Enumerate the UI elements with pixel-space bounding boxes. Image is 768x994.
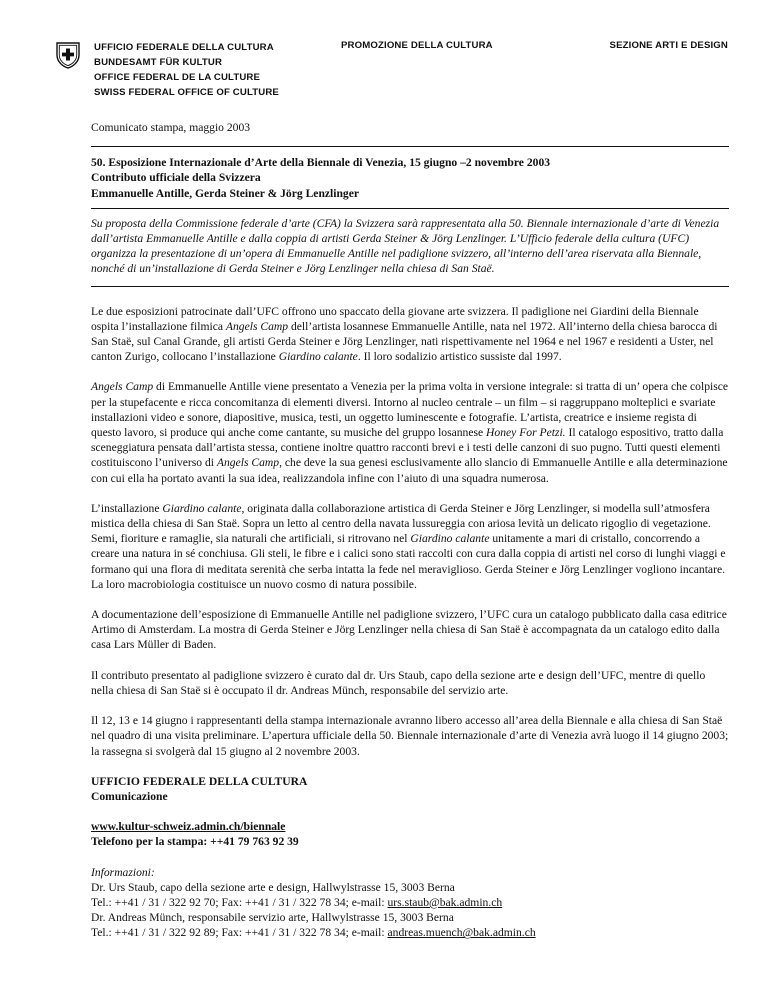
text-run: di Emmanuelle Antille viene presentato a Venezia per la prima volta in versione integrale: si tratta di un’ opera che colpisce per la stupefacente e ricca concomitanza di elementi diversi. Intorno al nucleo centrale – un film – si raggruppano molteplici e svariate installazioni video e sonore, diapositive, musica, testi, un oggetto luminescente e fotografie. L’artista, creatrice e insieme regista di questo lavoro, si produce qui anche come cantante, su musiche del gruppo losannese bbox=[91, 380, 729, 440]
divider bbox=[91, 286, 729, 287]
text-run: Le due esposizioni patrocinate dall’UFC offrono uno spaccato della giovane arte svizzera. Il padiglione nei Giardini della Biennale ospita l’installazione filmica bbox=[91, 304, 699, 333]
text-run: . Il loro sodalizio artistico sussiste dal 1997. bbox=[357, 350, 562, 364]
email-link-muench[interactable]: andreas.muench@bak.admin.ch bbox=[387, 926, 536, 940]
office-name-block bbox=[94, 40, 279, 100]
press-phone: Telefono per la stampa: ++41 79 763 92 39 bbox=[91, 835, 299, 849]
work-title: Angels Camp bbox=[216, 456, 280, 470]
text-run: Tel.: ++41 / 31 / 322 92 70; Fax: ++41 / 31 / 322 78 34; e-mail: bbox=[91, 895, 388, 909]
work-title: Giardino calante bbox=[278, 350, 358, 364]
work-title: Giardino calante, bbox=[162, 501, 245, 515]
office-name-en: SWISS FEDERAL OFFICE OF CULTURE bbox=[94, 87, 279, 98]
title-line-2: Contributo ufficiale della Svizzera bbox=[91, 171, 261, 185]
contact-muench: Dr. Andreas Münch, responsabile servizio arte, Hallwylstrasse 15, 3003 Berna bbox=[91, 911, 454, 925]
swiss-cross-shield-icon bbox=[53, 40, 83, 70]
title-line-3: Emmanuelle Antille, Gerda Steiner & Jörg Lenzlinger bbox=[91, 186, 360, 200]
office-name-fr: OFFICE FEDERAL DE LA CULTURE bbox=[94, 72, 261, 83]
text-run: Il catalogo espositivo, tratto dalla sceneggiatura pensata dall’artista stessa, contiene inoltre quattro racconti brevi e i testi delle canzoni di suo pugno. Tutti questi elementi costituiscono l’universo di bbox=[91, 426, 724, 470]
paragraph-3 bbox=[91, 501, 729, 592]
contact-staub-tel bbox=[91, 895, 729, 910]
work-title: Angels Camp bbox=[225, 319, 289, 333]
band-name: Honey For Petzi. bbox=[486, 426, 566, 440]
info-block bbox=[91, 865, 729, 941]
divider bbox=[91, 208, 729, 209]
text-run: unitamente a mari di cristallo, concorrendo a creare una natura in sé conchiusa. Gli steli, le fibre e i calici sono stati raccolti con cura dalla coppia di artisti nel corso di lunghi viaggi e formano qui una flora di meditata serenità che serba intatta la fede nel meraviglioso. Gerda Steiner e Jörg Lenzlinger vogliono incantare. La loro macrobiologia costituisce un nuovo cosmo di natura possibile. bbox=[91, 532, 726, 591]
signature-block bbox=[91, 774, 729, 804]
paragraph-2 bbox=[91, 379, 729, 485]
divider bbox=[91, 146, 729, 147]
info-label: Informazioni: bbox=[91, 865, 155, 879]
press-release-body bbox=[91, 120, 729, 941]
section-label: SEZIONE ARTI E DESIGN bbox=[609, 40, 728, 51]
text-run: dell’artista losannese Emmanuelle Antille, nata nel 1972. All’interno della chiesa barocca di San Staë, sul Canal Grande, gli artisti Gerda Steiner e Jörg Lenzlinger, nati rispettivamente nel 1964 e nel 1967 e residenti a Uster, nel canton Zurigo, collocano l’installazione bbox=[91, 319, 718, 364]
work-title: Angels Camp bbox=[91, 380, 154, 394]
text-run: L’installazione bbox=[91, 501, 163, 515]
website-link[interactable]: www.kultur-schweiz.admin.ch/biennale bbox=[91, 820, 286, 834]
text-run: , che deve la sua genesi esclusivamente allo slancio di Emmanuelle Antille e alla determinazione con cui ella ha portato avanti la sua idea, realizzandola infine con l’aiuto di una squadra numerosa. bbox=[91, 456, 728, 485]
lead-paragraph: Su proposta della Commissione federale d’arte (CFA) la Svizzera sarà rappresentata alla 50. Biennale internazionale d’arte di Venezia dall’artista Emmanuelle Antille e dalla coppia di artisti Gerda Steiner & Jörg Lenzlinger. L’Ufficio federale della cultura (UFC) organizza la presentazione di un’opera di Emmanuelle Antille nel padiglione svizzero, all’interno dell’area riservata alla Biennale, nonché di un’installazione di Gerda Steiner e Jörg Lenzlinger nella chiesa di San Staë. bbox=[91, 216, 720, 276]
signature-dept: Comunicazione bbox=[91, 789, 168, 803]
division-label: PROMOZIONE DELLA CULTURA bbox=[341, 40, 493, 51]
paragraph-4: A documentazione dell’esposizione di Emmanuelle Antille nel padiglione svizzero, l’UFC cura un catalogo pubblicato dalla casa editrice Artimo di Amsterdam. La mostra di Gerda Steiner e Jörg Lenzlinger nella chiesa di San Staë è accompagnata da un catalogo edito dalla casa Lars Müller di Baden. bbox=[91, 608, 727, 652]
title-line-1: 50. Esposizione Internazionale d’Arte della Biennale di Venezia, 15 giugno –2 novembre 2003 bbox=[91, 156, 551, 170]
email-link-staub[interactable]: urs.staub@bak.admin.ch bbox=[387, 895, 503, 909]
contact-staub: Dr. Urs Staub, capo della sezione arte e design, Hallwylstrasse 15, 3003 Berna bbox=[91, 880, 455, 894]
paragraph-1 bbox=[91, 304, 729, 365]
title-block bbox=[91, 155, 729, 201]
dateline: Comunicato stampa, maggio 2003 bbox=[91, 121, 251, 134]
work-title: Giardino calante bbox=[410, 532, 490, 546]
press-contact bbox=[91, 819, 729, 849]
contact-muench-tel bbox=[91, 925, 729, 940]
text-run: originata dalla collaborazione artistica di Gerda Steiner e Jörg Lenzlinger, si modella sull’atmosfera mistica della chiesa di San Staë. Sopra un letto al centro della navata lussureggia con ariosa levità un delicato rigoglio di vegetazione. Semi, fioriture e ramaglie, sia naturali che artificiali, si ritrovano nel bbox=[91, 501, 711, 546]
paragraph-5: Il contributo presentato al padiglione svizzero è curato dal dr. Urs Staub, capo della sezione arte e design dell’UFC, mentre di quello nella chiesa di San Staë si è occupato il dr. Andreas Münch, responsabile del servizio arte. bbox=[91, 668, 706, 697]
text-run: Tel.: ++41 / 31 / 322 92 89; Fax: ++41 / 31 / 322 78 34; e-mail: bbox=[91, 926, 388, 940]
paragraph-6: Il 12, 13 e 14 giugno i rappresentanti della stampa internazionale avranno libero accesso all’area della Biennale e alla chiesa di San Staë nel quadro di una visita preliminare. L’apertura ufficiale della 50. Biennale internazionale d’arte di Venezia avrà luogo il 14 giugno 2003; la rassegna si svolgerà dal 15 giugno al 2 novembre 2003. bbox=[91, 714, 729, 758]
office-name-de: BUNDESAMT FÜR KULTUR bbox=[94, 57, 223, 68]
signature-org: UFFICIO FEDERALE DELLA CULTURA bbox=[91, 774, 308, 788]
office-name-it: UFFICIO FEDERALE DELLA CULTURA bbox=[94, 42, 274, 53]
